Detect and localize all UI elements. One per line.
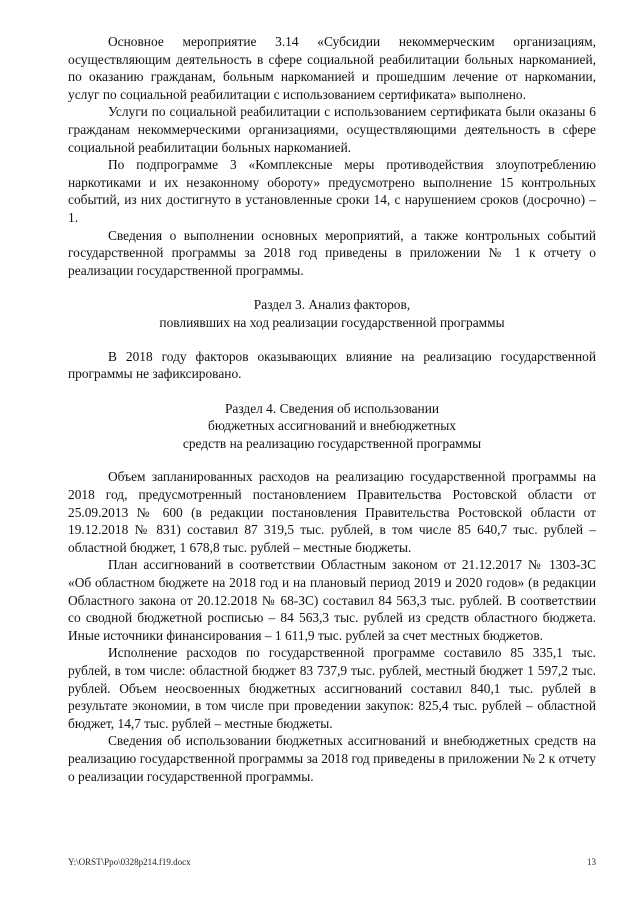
footer-page-number: 13 [587,857,596,867]
section-3-heading [68,296,596,331]
paragraph-subprogram-3: По подпрограмме 3 «Комплексные меры противодействия злоупотреблению наркотиками и их незаконному обороту» предусмотрено выполнение 15 контрольных событий, из них достигнуто в установленные сроки 14, с нарушением сроков (досрочно) – 1. [68,157,596,225]
section-3-title-line-1: Раздел 3. Анализ факторов, [253,297,411,313]
section-4-heading [68,400,596,453]
paragraph-allocations-plan: План ассигнований в соответствии Областным законом от 21.12.2017 № 1303-ЗС «Об областном бюджете на 2018 год и на плановый период 2019 и 2020 годов» (в редакции Областного закона от 20.12.2018 № 68-ЗС) составил 84 563,3 тыс. рублей. В соответствии со сводной бюджетной росписью – 84 563,3 тыс. рублей из средств областного бюджета. Иные источники финансирования – 1 611,9 тыс. рублей за счет местных бюджетов. [68,557,596,643]
paragraph-planned-expenses: Объем запланированных расходов на реализацию государственной программы на 2018 год, предусмотренный постановлением Правительства Ростовской области от 25.09.2013 № 600 (в редакции постановления Правительства Ростовской области от 19.12.2018 № 831) составил 87 319,5 тыс. рублей, в том числе 85 640,7 тыс. рублей – областной бюджет, 1 678,8 тыс. рублей – местные бюджеты. [68,469,596,555]
paragraph-appendix-2-reference: Сведения об использовании бюджетных ассигнований и внебюджетных средств на реализацию государственной программы за 2018 год приведены в приложении № 2 к отчету о реализации государственной программы. [68,733,596,784]
section-3-title-line-2: повлиявших на ход реализации государственной программы [159,314,505,330]
paragraph-section-3-factors: В 2018 году факторов оказывающих влияние на реализацию государственной программы не зафиксировано. [68,348,596,382]
paragraph-appendix-1-reference: Сведения о выполнении основных мероприятий, а также контрольных событий государственной программы за 2018 год приведены в приложении № 1 к отчету о реализации государственной программы. [68,227,596,278]
section-4-title-line-2: бюджетных ассигнований и внебюджетных [208,418,456,434]
footer-file-path: Y:\ORST\Ppo\0328p214.f19.docx [68,857,191,867]
paragraph-main-event-3-14: Основное мероприятие 3.14 «Субсидии некоммерческим организациям, осуществляющим деятельность в сфере социальной реабилитации больных наркоманией, по оказанию гражданам, больным наркоманией и прошедшим лечение от наркомании, услуг по социальной реабилитации с использованием сертификата» выполнено. [68,34,596,102]
paragraph-rehabilitation-services: Услуги по социальной реабилитации с использованием сертификата были оказаны 6 гражданам некоммерческими организациями, осуществляющими деятельность в сфере социальной реабилитации больных наркоманией. [68,104,596,155]
document-body [68,33,596,785]
section-4-title-line-3: средств на реализацию государственной программы [182,435,482,451]
section-4-title-line-1: Раздел 4. Сведения об использовании [224,400,440,416]
paragraph-expenditure-execution: Исполнение расходов по государственной программе составило 85 335,1 тыс. рублей, в том числе: областной бюджет 83 737,9 тыс. рублей, местный бюджет 1 597,2 тыс. рублей. Объем неосвоенных бюджетных ассигнований составил 840,1 тыс. рублей в результате экономии, в том числе при проведении закупок: 825,4 тыс. рублей – областной бюджет, 14,7 тыс. рублей – местные бюджеты. [68,645,596,731]
